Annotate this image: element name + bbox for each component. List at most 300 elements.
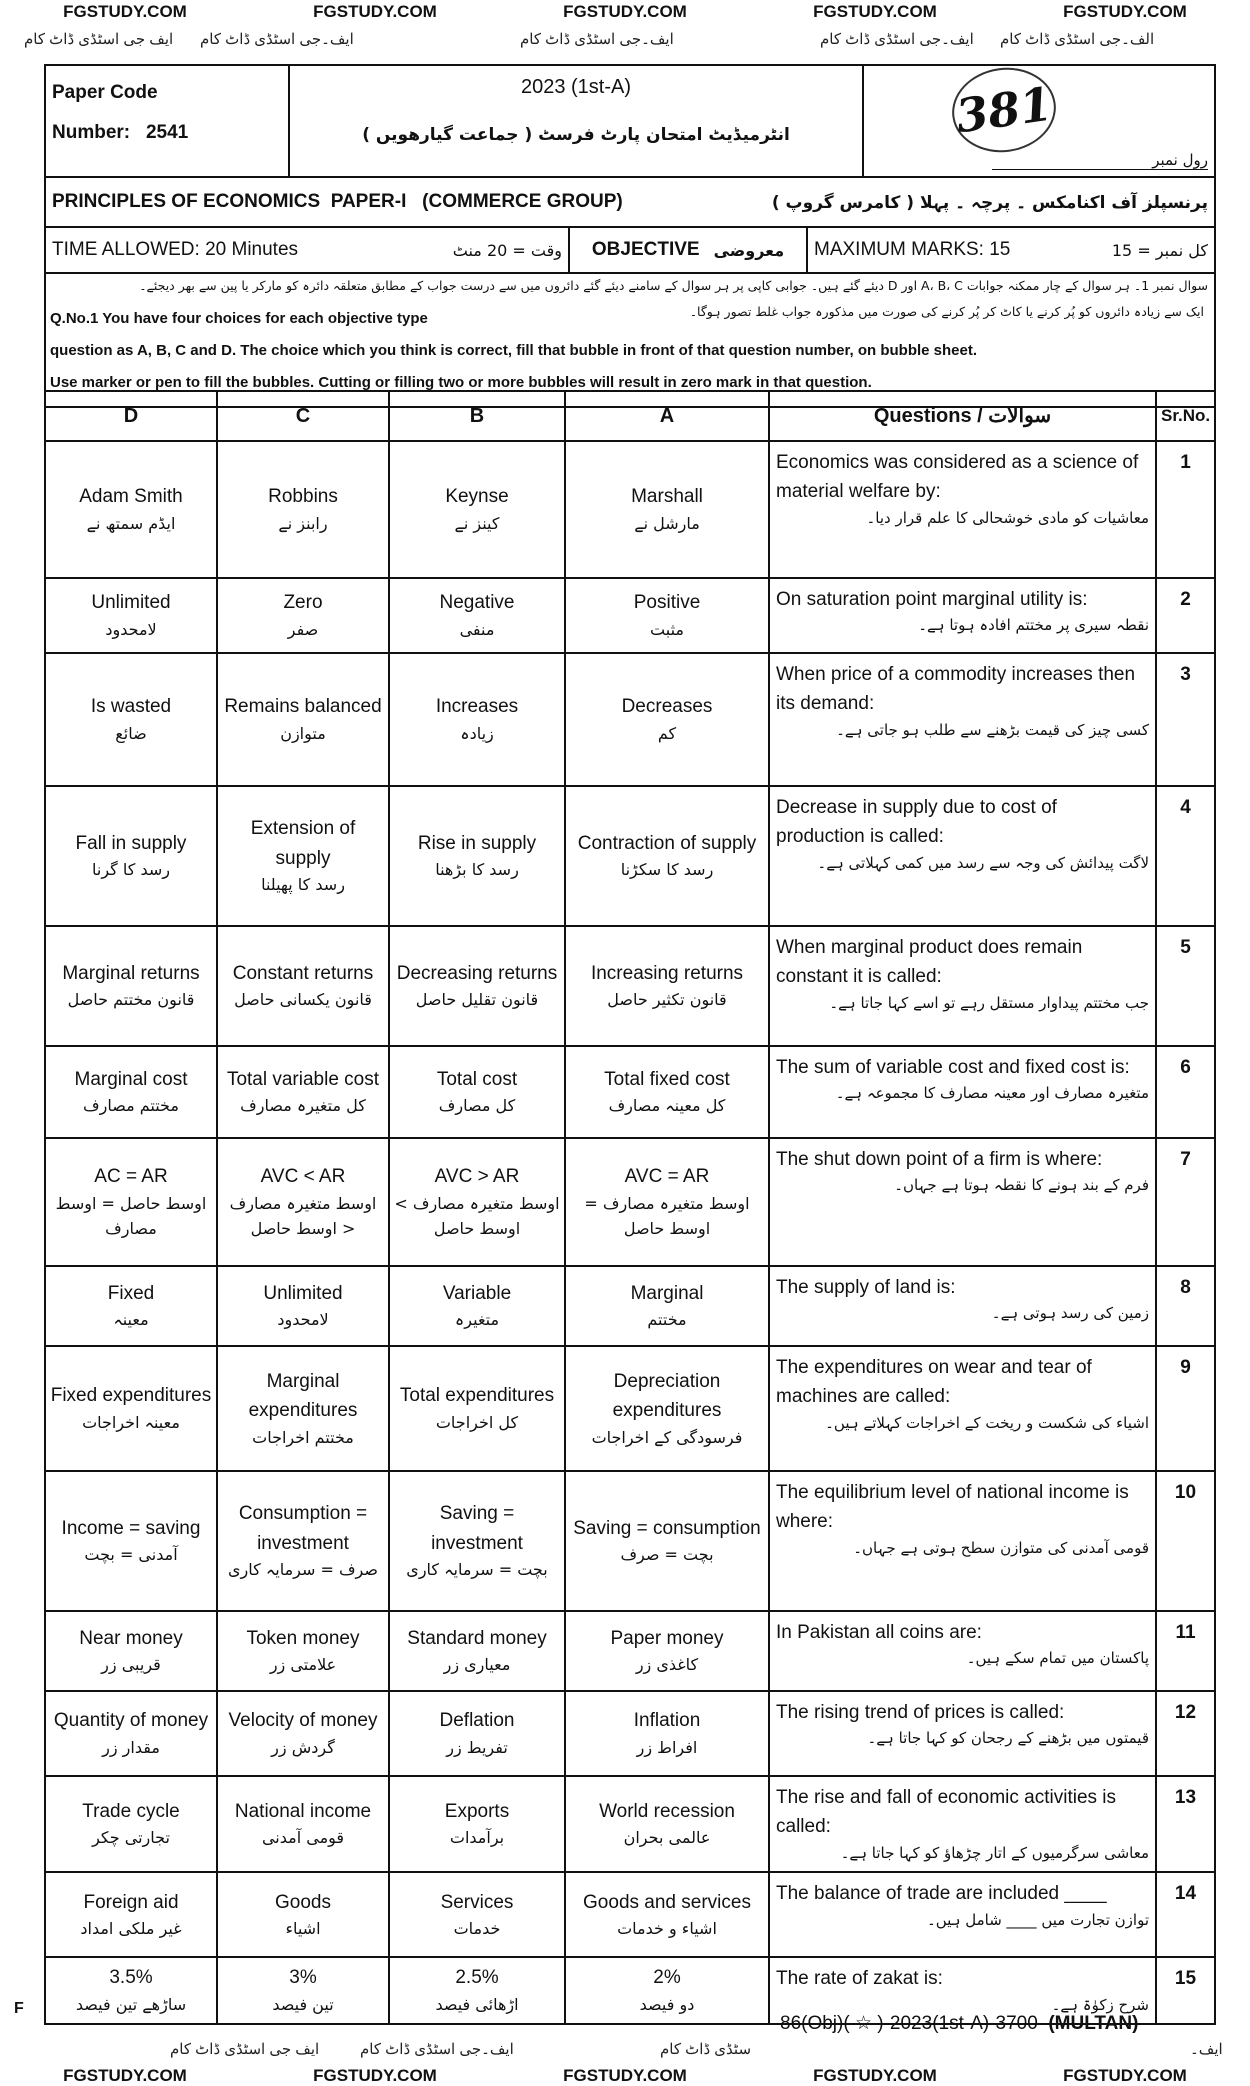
corner-mark: F xyxy=(14,2000,24,2017)
option-text-urdu: رسد کا سکڑنا xyxy=(620,860,714,880)
question-urdu: نقطہ سیری پر مختتم افادہ ہوتا ہے۔ xyxy=(918,616,1149,635)
option-d xyxy=(45,1611,217,1691)
option-text: Is wasted xyxy=(90,696,172,718)
question-english: The rise and fall of economic activities is called: xyxy=(776,1787,1117,1838)
option-text-urdu: برآمدات xyxy=(449,1828,505,1848)
option-text: Keynse xyxy=(445,486,509,508)
option-text: Decreasing returns xyxy=(396,962,558,984)
paper-footer-code xyxy=(780,2012,1138,2035)
exam-title-urdu: انٹرمیڈیٹ امتحان پارٹ فرسٹ ( جماعت گیارھویں ) xyxy=(362,125,790,145)
table-row xyxy=(45,578,1215,653)
option-d xyxy=(45,1872,217,1957)
question-text xyxy=(769,1266,1156,1346)
option-a xyxy=(565,1691,769,1776)
option-text-urdu: خدمات xyxy=(453,1918,501,1938)
question-urdu: معاشی سرگرمیوں کے اتار چڑھاؤ کو کہا جاتا ہے۔ xyxy=(840,1843,1149,1862)
option-text: AVC > AR xyxy=(434,1166,520,1188)
serial-number: 3 xyxy=(1156,653,1215,786)
option-text: AC = AR xyxy=(94,1166,168,1188)
option-a xyxy=(565,1776,769,1872)
option-text: Quantity of money xyxy=(53,1710,209,1732)
option-text: Saving = investment xyxy=(431,1503,523,1554)
serial-number: 5 xyxy=(1156,926,1215,1046)
option-text: Paper money xyxy=(610,1627,724,1649)
option-text: AVC < AR xyxy=(260,1166,346,1188)
serial-number: 7 xyxy=(1156,1138,1215,1266)
option-b xyxy=(389,786,565,926)
table-row xyxy=(45,1776,1215,1872)
watermark-urdu: ایف۔جی اسٹڈی ڈاٹ کام xyxy=(820,31,974,48)
option-c xyxy=(217,653,389,786)
option-d xyxy=(45,578,217,653)
year-session: 2023 (1st-A) xyxy=(520,76,632,98)
footer-city: (MULTAN) xyxy=(1048,2013,1139,2034)
option-c xyxy=(217,1138,389,1266)
option-text: Adam Smith xyxy=(79,486,183,508)
option-d xyxy=(45,1691,217,1776)
option-c xyxy=(217,578,389,653)
option-text-urdu: مختتم اخراجات xyxy=(252,1427,354,1447)
option-text: Marshall xyxy=(631,486,703,508)
option-text: Decreases xyxy=(621,696,713,718)
watermark-text: FGSTUDY.COM xyxy=(1063,2066,1187,2085)
option-text: 2.5% xyxy=(455,1967,499,1989)
question-english: The balance of trade are included ____ xyxy=(776,1883,1107,1905)
option-c xyxy=(217,926,389,1046)
option-d xyxy=(45,441,217,578)
question-text xyxy=(769,1471,1156,1611)
option-b xyxy=(389,1046,565,1138)
question-english: The rising trend of prices is called: xyxy=(776,1702,1065,1723)
watermark-urdu: الف۔جی اسٹڈی ڈاٹ کام xyxy=(1000,31,1155,48)
option-a xyxy=(565,1957,769,2024)
table-row xyxy=(45,1611,1215,1691)
question-urdu: اشیاء کی شکست و ریخت کے اخراجات کہلاتے ہیں۔ xyxy=(825,1413,1149,1432)
question-english: The sum of variable cost and fixed cost is: xyxy=(776,1057,1130,1078)
objective-label-urdu: معروضی xyxy=(713,240,785,260)
question-urdu: شرح زکوٰۃ ہے۔ xyxy=(1051,1995,1149,2014)
instructions-english-1: Q.No.1 You have four choices for each objective type xyxy=(50,310,428,327)
option-text-urdu: تین فیصد xyxy=(272,1994,334,2014)
question-text xyxy=(769,1872,1156,1957)
table-row xyxy=(45,1266,1215,1346)
option-c xyxy=(217,1471,389,1611)
option-text-urdu: زیادہ xyxy=(460,723,494,743)
question-urdu: پاکستان میں تمام سکے ہیں۔ xyxy=(966,1649,1149,1668)
option-text-urdu: علامتی زر xyxy=(269,1655,337,1675)
option-text: Marginal expenditures xyxy=(248,1370,358,1422)
table-row xyxy=(45,1872,1215,1957)
option-text-urdu: مختتم مصارف xyxy=(83,1096,179,1116)
subject-title-urdu: پرنسپلز آف اکنامکس ۔ پرچہ ۔ پہلا ( کامرس گروپ ) xyxy=(771,192,1208,213)
watermark-text: FGSTUDY.COM xyxy=(563,2066,687,2085)
question-text xyxy=(769,578,1156,653)
question-text xyxy=(769,1611,1156,1691)
column-header-c: C xyxy=(217,391,389,441)
option-c xyxy=(217,441,389,578)
option-text-urdu: بچت = سرمایہ کاری xyxy=(406,1560,548,1580)
question-english: In Pakistan all coins are: xyxy=(776,1622,982,1643)
option-d xyxy=(45,1776,217,1872)
table-row xyxy=(45,653,1215,786)
option-text-urdu: صفر xyxy=(287,619,319,639)
max-marks-urdu: کل نمبر = 15 xyxy=(1111,240,1208,260)
serial-number: 15 xyxy=(1156,1957,1215,2024)
paper-number: Number: 2541 xyxy=(52,122,189,143)
option-text-urdu: مقدار زر xyxy=(102,1737,160,1757)
instructions-english-2: question as A, B, C and D. The choice which you think is correct, fill that bubble in front of that question number, on bubble sheet. xyxy=(50,342,978,359)
option-text-urdu: افراط زر xyxy=(636,1737,698,1757)
option-d xyxy=(45,1471,217,1611)
option-text: Goods and services xyxy=(583,1891,751,1913)
option-text-urdu: تفریط زر xyxy=(446,1737,508,1757)
option-text-urdu: قانون تقلیل حاصل xyxy=(415,990,539,1010)
option-text: Fixed xyxy=(107,1282,155,1304)
option-text-urdu: کل معینہ مصارف xyxy=(608,1096,726,1116)
option-text-urdu: تجارتی چکر xyxy=(92,1828,170,1848)
column-header-d: D xyxy=(45,391,217,441)
question-english: On saturation point marginal utility is: xyxy=(776,589,1088,610)
option-text: Constant returns xyxy=(232,962,374,984)
option-a xyxy=(565,441,769,578)
serial-number: 10 xyxy=(1156,1471,1215,1611)
option-b xyxy=(389,653,565,786)
question-text xyxy=(769,786,1156,926)
option-a xyxy=(565,1471,769,1611)
option-text-urdu: اوسط حاصل = اوسط مصارف xyxy=(55,1193,207,1238)
option-text: Positive xyxy=(633,592,701,614)
table-row xyxy=(45,1046,1215,1138)
option-text: World recession xyxy=(599,1800,735,1822)
question-english: The expenditures on wear and tear of machines are called: xyxy=(776,1357,1092,1408)
question-english: When marginal product does remain constant it is called: xyxy=(776,937,1083,988)
option-a xyxy=(565,1266,769,1346)
question-english: The shut down point of a firm is where: xyxy=(776,1149,1103,1170)
question-urdu: زمین کی رسد ہوتی ہے۔ xyxy=(991,1304,1149,1323)
option-b xyxy=(389,1266,565,1346)
option-text-urdu: ایڈم سمتھ نے xyxy=(86,513,176,533)
option-text: Near money xyxy=(79,1627,183,1649)
serial-number: 9 xyxy=(1156,1346,1215,1471)
serial-number: 8 xyxy=(1156,1266,1215,1346)
option-a xyxy=(565,1872,769,1957)
option-d xyxy=(45,786,217,926)
option-b xyxy=(389,1138,565,1266)
option-text: Income = saving xyxy=(61,1517,201,1539)
question-urdu: فرم کے بند ہونے کا نقطہ ہوتا ہے جہاں۔ xyxy=(894,1176,1149,1195)
option-text-urdu: متغیرہ xyxy=(454,1310,500,1330)
option-text-urdu: کاغذی زر xyxy=(635,1655,699,1675)
option-text: Unlimited xyxy=(91,592,171,614)
question-urdu: لاگت پیدائش کی وجہ سے رسد میں کمی کہلاتی ہے۔ xyxy=(817,853,1149,872)
watermark-urdu: ایف۔جی اسٹڈی ڈاٹ کام xyxy=(360,2041,514,2058)
option-text: 2% xyxy=(653,1967,681,1989)
watermark-urdu: ایف جی اسٹڈی ڈاٹ کام xyxy=(170,2041,320,2058)
option-text: Robbins xyxy=(268,486,338,508)
option-text: Total fixed cost xyxy=(604,1068,730,1090)
question-text xyxy=(769,926,1156,1046)
option-text-urdu: دو فیصد xyxy=(639,1994,695,2014)
option-text: Saving = consumption xyxy=(573,1517,761,1539)
option-text-urdu: اشیاء و خدمات xyxy=(617,1918,717,1938)
option-text: Token money xyxy=(246,1627,360,1649)
serial-number: 1 xyxy=(1156,441,1215,578)
option-text: Variable xyxy=(442,1282,512,1304)
table-row xyxy=(45,926,1215,1046)
option-text: Foreign aid xyxy=(83,1891,179,1913)
serial-number: 4 xyxy=(1156,786,1215,926)
option-text-urdu: اوسط متغیرہ مصارف = اوسط حاصل xyxy=(584,1193,750,1238)
option-b xyxy=(389,1957,565,2024)
option-d xyxy=(45,1138,217,1266)
option-text: Extension of supply xyxy=(250,818,356,869)
table-row xyxy=(45,441,1215,578)
option-b xyxy=(389,1471,565,1611)
option-text-urdu: منفی xyxy=(459,619,495,639)
option-a xyxy=(565,1346,769,1471)
option-d xyxy=(45,1266,217,1346)
column-header-a: A xyxy=(565,391,769,441)
option-text: Goods xyxy=(275,1891,331,1913)
option-text: 3% xyxy=(289,1967,317,1989)
question-text xyxy=(769,653,1156,786)
watermark-urdu: سٹڈی ڈاٹ کام xyxy=(660,2041,752,2058)
option-a xyxy=(565,653,769,786)
option-b xyxy=(389,578,565,653)
column-header-questions: Questions / سوالات xyxy=(769,391,1156,441)
bottom-watermark-row xyxy=(0,2066,1250,2086)
paper-code-label: Paper Code xyxy=(52,82,158,103)
option-a xyxy=(565,926,769,1046)
question-urdu: متغیرہ مصارف اور معینہ مصارف کا مجموعہ ہے۔ xyxy=(835,1084,1149,1103)
option-text-urdu: صرف = سرمایہ کاری xyxy=(228,1560,378,1580)
option-text-urdu: کل متغیرہ مصارف xyxy=(240,1096,366,1116)
option-text: Negative xyxy=(439,592,515,614)
option-text-urdu: ساڑھے تین فیصد xyxy=(75,1994,187,2014)
option-text: 3.5% xyxy=(109,1967,153,1989)
table-row xyxy=(45,786,1215,926)
option-text-urdu: کل اخراجات xyxy=(435,1412,519,1432)
option-text-urdu: مارشل نے xyxy=(634,513,700,533)
question-urdu: قومی آمدنی کی متوازن سطح ہوتی ہے جہاں۔ xyxy=(853,1538,1149,1557)
watermark-text: FGSTUDY.COM xyxy=(1063,2,1187,21)
option-a xyxy=(565,1046,769,1138)
instructions-urdu-1: سوال نمبر 1۔ ہر سوال کے چار ممکنہ جوابات A، B، C اور D دیئے گئے ہیں۔ جوابی کاپی پر ہر سوال کے سامنے دیئے گئے دائروں میں سے درست جواب کے مطابق متعلقہ دائرہ کو مارکر یا پین سے بھر دیجئے۔ xyxy=(139,278,1208,293)
question-urdu: توازن تجارت میں ____ شامل ہیں۔ xyxy=(926,1910,1149,1929)
option-d xyxy=(45,1346,217,1471)
watermark-text: FGSTUDY.COM xyxy=(813,2066,937,2085)
footer-code: 86(Obj)( ☆ )-2023(1st-A)-3700 xyxy=(780,2013,1038,2034)
serial-number: 6 xyxy=(1156,1046,1215,1138)
option-text: Consumption = investment xyxy=(238,1503,368,1554)
top-watermark-row xyxy=(0,2,1250,22)
option-text-urdu: رابنز نے xyxy=(278,513,328,533)
time-allowed-urdu: وقت = 20 منٹ xyxy=(452,240,562,260)
option-text: Fixed expenditures xyxy=(50,1385,212,1407)
option-text-urdu: ضائع xyxy=(115,723,147,743)
question-text xyxy=(769,1346,1156,1471)
option-text-urdu: عالمی بحران xyxy=(623,1828,711,1848)
questions-table xyxy=(44,390,1216,2025)
option-c xyxy=(217,1776,389,1872)
instructions-urdu-2: ایک سے زیادہ دائروں کو پُر کرنے یا کاٹ کر پُر کرنے کی صورت میں مذکورہ جواب غلط تصور ہوگا۔ xyxy=(689,304,1204,319)
option-text: Unlimited xyxy=(263,1282,343,1304)
roll-number-label: رول نمبر xyxy=(992,151,1208,170)
question-urdu: کسی چیز کی قیمت بڑھنے سے طلب ہو جاتی ہے۔ xyxy=(836,720,1149,739)
time-allowed-cell xyxy=(46,228,570,272)
question-english: When price of a commodity increases then its demand: xyxy=(776,664,1136,715)
option-a xyxy=(565,1138,769,1266)
option-text-urdu: مختتم xyxy=(647,1310,687,1330)
option-text-urdu: بچت = صرف xyxy=(620,1545,714,1565)
question-english: The rate of zakat is: xyxy=(776,1968,943,1990)
instructions-english-3: Use marker or pen to fill the bubbles. Cutting or filling two or more bubbles will result in zero mark in that question. xyxy=(50,374,872,391)
option-text-urdu: غیر ملکی امداد xyxy=(80,1918,182,1938)
option-text: Velocity of money xyxy=(228,1710,378,1732)
option-text-urdu: رسد کا گرنا xyxy=(92,860,170,880)
question-text xyxy=(769,1776,1156,1872)
option-d xyxy=(45,1046,217,1138)
option-c xyxy=(217,1266,389,1346)
option-b xyxy=(389,1872,565,1957)
option-text: National income xyxy=(234,1800,372,1822)
option-text-urdu: اڑھائی فیصد xyxy=(435,1994,519,2014)
watermark-text: FGSTUDY.COM xyxy=(313,2066,437,2085)
paper-number-value: 2541 xyxy=(145,122,189,143)
question-text xyxy=(769,441,1156,578)
paper-code-box xyxy=(46,66,290,176)
option-text: Rise in supply xyxy=(417,832,537,854)
option-text: Trade cycle xyxy=(82,1800,180,1822)
option-text-urdu: قانون یکسانی حاصل xyxy=(234,990,372,1010)
max-marks-cell xyxy=(808,228,1214,272)
option-text-urdu: رسد کا بڑھنا xyxy=(435,860,519,880)
question-english: The equilibrium level of national income is where: xyxy=(776,1482,1129,1533)
time-allowed: TIME ALLOWED: 20 Minutes xyxy=(52,239,299,260)
column-header-srno: Sr.No. xyxy=(1156,391,1215,441)
watermark-text: FGSTUDY.COM xyxy=(63,2,187,21)
question-english: Economics was considered as a science of material welfare by: xyxy=(776,452,1139,503)
option-text-urdu: اوسط متغیرہ مصارف < اوسط حاصل xyxy=(229,1193,377,1238)
option-text-urdu: لامحدود xyxy=(105,619,157,639)
watermark-text: FGSTUDY.COM xyxy=(63,2066,187,2085)
watermark-text: FGSTUDY.COM xyxy=(813,2,937,21)
option-text: Contraction of supply xyxy=(577,832,757,854)
watermark-urdu: ایف۔جی اسٹڈی ڈاٹ کام xyxy=(200,31,354,48)
option-c xyxy=(217,1872,389,1957)
option-text-urdu: کینز نے xyxy=(454,513,500,533)
watermark-urdu: ایف۔ xyxy=(1190,2041,1223,2058)
option-c xyxy=(217,1046,389,1138)
option-c xyxy=(217,786,389,926)
serial-number: 11 xyxy=(1156,1611,1215,1691)
option-text: Total variable cost xyxy=(226,1068,380,1090)
option-text: Marginal xyxy=(630,1282,704,1304)
option-text-urdu: گردش زر xyxy=(271,1737,335,1757)
serial-number: 2 xyxy=(1156,578,1215,653)
option-b xyxy=(389,1776,565,1872)
option-text: Remains balanced xyxy=(224,696,382,718)
option-text: Standard money xyxy=(407,1627,547,1649)
bottom-urdu-watermark-row xyxy=(0,2040,1250,2062)
option-b xyxy=(389,441,565,578)
option-b xyxy=(389,926,565,1046)
option-text-urdu: اوسط متغیرہ مصارف > اوسط حاصل xyxy=(394,1193,560,1238)
option-text-urdu: متوازن xyxy=(280,723,326,743)
option-text: Fall in supply xyxy=(75,832,187,854)
watermark-text: FGSTUDY.COM xyxy=(313,2,437,21)
objective-label: OBJECTIVE xyxy=(591,239,700,260)
option-text: Total cost xyxy=(436,1068,518,1090)
question-text xyxy=(769,1046,1156,1138)
option-text-urdu: کل مصارف xyxy=(438,1096,516,1116)
option-c xyxy=(217,1611,389,1691)
option-text-urdu: رسد کا پھیلنا xyxy=(261,875,345,895)
option-text-urdu: قانون مختتم حاصل xyxy=(67,990,195,1010)
objective-cell xyxy=(570,228,808,272)
option-d xyxy=(45,1957,217,2024)
option-text: Exports xyxy=(444,1800,510,1822)
option-a xyxy=(565,786,769,926)
option-d xyxy=(45,926,217,1046)
question-text xyxy=(769,1138,1156,1266)
question-english: Decrease in supply due to cost of production is called: xyxy=(776,797,1057,848)
table-row xyxy=(45,1691,1215,1776)
option-text-urdu: معینہ xyxy=(113,1310,149,1330)
option-text-urdu: قومی آمدنی xyxy=(261,1828,345,1848)
option-text-urdu: معیاری زر xyxy=(443,1655,511,1675)
max-marks: MAXIMUM MARKS: 15 xyxy=(814,239,1011,260)
option-a xyxy=(565,578,769,653)
option-b xyxy=(389,1346,565,1471)
option-text-urdu: معینہ اخراجات xyxy=(82,1412,180,1432)
time-marks-row xyxy=(46,228,1214,274)
option-text-urdu: قانون تکثیر حاصل xyxy=(607,990,727,1010)
serial-number: 14 xyxy=(1156,1872,1215,1957)
option-text: Marginal cost xyxy=(74,1068,188,1090)
subject-row xyxy=(46,178,1214,228)
option-c xyxy=(217,1957,389,2024)
top-urdu-watermark-row xyxy=(0,30,1250,54)
option-text-urdu: قریبی زر xyxy=(101,1655,161,1675)
option-c xyxy=(217,1346,389,1471)
option-b xyxy=(389,1611,565,1691)
serial-number: 12 xyxy=(1156,1691,1215,1776)
option-b xyxy=(389,1691,565,1776)
serial-number: 13 xyxy=(1156,1776,1215,1872)
option-text: Zero xyxy=(283,592,323,614)
option-text: Total expenditures xyxy=(399,1385,555,1407)
table-row xyxy=(45,1346,1215,1471)
exam-title-box xyxy=(290,66,864,176)
option-d xyxy=(45,653,217,786)
instructions-block xyxy=(46,274,1214,406)
table-row xyxy=(45,1471,1215,1611)
table-header-row xyxy=(45,391,1215,441)
option-text: Marginal returns xyxy=(62,962,200,984)
option-text-urdu: آمدنی = بچت xyxy=(84,1545,178,1565)
column-header-b: B xyxy=(389,391,565,441)
question-urdu: جب مختتم پیداوار مستقل رہے تو اسے کہا جاتا ہے۔ xyxy=(829,993,1149,1012)
roll-number-handwritten: 381 xyxy=(947,61,1062,159)
watermark-urdu: ایف۔جی اسٹڈی ڈاٹ کام xyxy=(520,31,674,48)
option-text: AVC = AR xyxy=(624,1166,710,1188)
table-row xyxy=(45,1138,1215,1266)
question-urdu: معاشیات کو مادی خوشحالی کا علم قرار دیا۔ xyxy=(866,508,1149,527)
question-text xyxy=(769,1691,1156,1776)
option-text: Increases xyxy=(435,696,519,718)
option-text-urdu: لامحدود xyxy=(277,1310,329,1330)
